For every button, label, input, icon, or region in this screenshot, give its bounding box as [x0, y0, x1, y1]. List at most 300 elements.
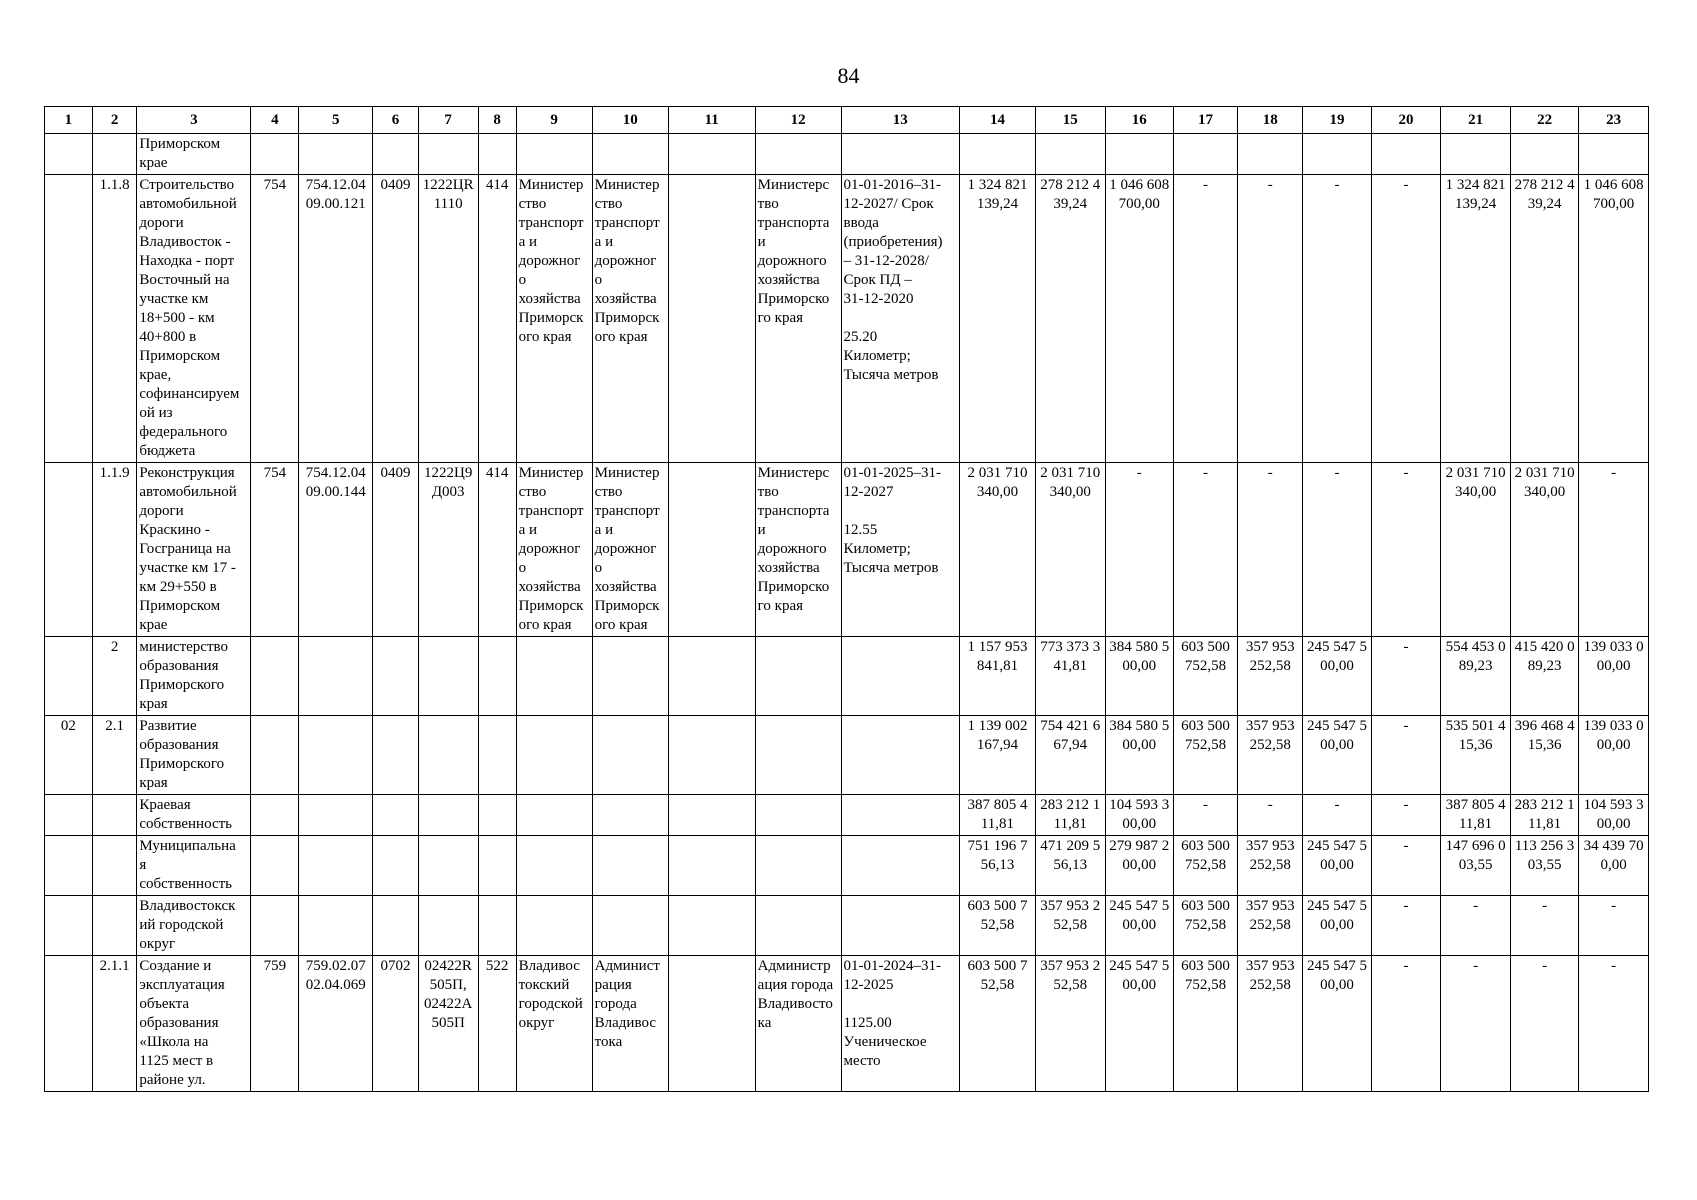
cell-line: ация города — [757, 977, 834, 993]
cell-line: 357 953 — [1245, 718, 1295, 734]
cell-regional-2024 — [1510, 637, 1578, 716]
cell-line: 52,58 — [980, 977, 1015, 993]
cell-line: 278 212 4 — [1514, 177, 1575, 193]
cell-line: 1 139 002 — [967, 718, 1028, 734]
cell-y2027 — [1238, 956, 1303, 1092]
table-row — [45, 463, 1649, 637]
cell-line — [758, 796, 839, 815]
cell-line: Владивостокск — [139, 898, 236, 914]
cell-line: - — [1334, 465, 1340, 481]
cell-name — [137, 463, 251, 637]
cell-line — [844, 309, 957, 328]
cell-customer — [516, 463, 592, 637]
column-number-12: 12 — [755, 107, 841, 134]
column-number-19: 19 — [1303, 107, 1371, 134]
cell-line: 11,81 — [1458, 816, 1493, 832]
cell-target — [418, 896, 478, 956]
cell-num — [92, 134, 137, 175]
cell-executor — [592, 896, 668, 956]
cell-y2029 — [1371, 463, 1441, 637]
cell-line: хозяйства — [594, 291, 657, 307]
cell-line: - — [1203, 797, 1209, 813]
cell-name — [137, 716, 251, 795]
cell-col11 — [668, 175, 755, 463]
cell-line — [47, 176, 90, 195]
cell-line: хозяйства — [518, 291, 581, 307]
cell-line: Приморском — [139, 136, 221, 152]
cell-line — [758, 717, 839, 736]
cell-name — [137, 896, 251, 956]
cell-grbs — [251, 795, 299, 836]
cell-regional-2024 — [1510, 956, 1578, 1092]
cell-line: 252,58 — [1249, 737, 1291, 753]
cell-line: ий городской — [139, 917, 224, 933]
cell-line: 1 324 821 — [1445, 177, 1506, 193]
cell-vr — [478, 836, 516, 896]
cell-line: 11,81 — [980, 816, 1015, 832]
cell-line: 773 373 3 — [1040, 639, 1101, 655]
cell-line: Министерс — [757, 465, 830, 481]
cell-line: 0,00 — [1600, 857, 1627, 873]
cell-line: 67,94 — [1053, 737, 1088, 753]
cell-line: 754 421 6 — [1040, 718, 1101, 734]
cell-line: 357 953 — [1245, 958, 1295, 974]
cell-line: 841,81 — [976, 658, 1019, 674]
cell-customer — [516, 956, 592, 1092]
cell-code — [45, 956, 93, 1092]
cell-y2029 — [1371, 637, 1441, 716]
cell-responsible — [755, 896, 841, 956]
cell-executor — [592, 716, 668, 795]
cell-y2025 — [1105, 836, 1173, 896]
cell-y2025 — [1105, 463, 1173, 637]
cell-customer — [516, 134, 592, 175]
column-number-row — [45, 107, 1649, 134]
cell-line: - — [1334, 177, 1340, 193]
cell-line: Ученическое — [843, 1034, 927, 1050]
cell-y2025 — [1105, 134, 1173, 175]
cell-y2025 — [1105, 716, 1173, 795]
cell-line: - — [1611, 898, 1617, 914]
cell-line: образования — [139, 1015, 219, 1031]
cell-grbs — [251, 716, 299, 795]
cell-executor — [592, 175, 668, 463]
cell-line: города — [594, 996, 637, 1012]
cell-target — [418, 637, 478, 716]
cell-line: а и — [518, 522, 538, 538]
table-row — [45, 836, 1649, 896]
cell-code — [45, 463, 93, 637]
cell-line: транспорт — [518, 215, 584, 231]
cell-name — [137, 134, 251, 175]
cell-line: дорожного — [757, 253, 827, 269]
cell-line: ой из — [139, 405, 173, 421]
cell-line — [671, 957, 753, 976]
cell-line: Создание и — [139, 958, 212, 974]
cell-line — [47, 796, 90, 815]
cell-line: 01-01-2024–31- — [843, 958, 941, 974]
cell-line: 89,23 — [1458, 658, 1493, 674]
cell-line — [47, 837, 90, 856]
cell-section — [373, 896, 419, 956]
cell-y2028 — [1303, 716, 1371, 795]
column-number-7: 7 — [418, 107, 478, 134]
cell-line: участке км — [139, 291, 209, 307]
cell-line: 104 593 3 — [1583, 797, 1644, 813]
cell-line: 104 593 3 — [1109, 797, 1170, 813]
cell-y2027 — [1238, 175, 1303, 463]
cell-regional-2025 — [1579, 637, 1649, 716]
cell-regional-2025 — [1579, 716, 1649, 795]
cell-line: 245 547 5 — [1307, 958, 1368, 974]
cell-line: дороги — [139, 215, 184, 231]
cell-target — [418, 956, 478, 1092]
cell-line: 03,55 — [1527, 857, 1562, 873]
cell-line — [671, 464, 753, 483]
cell-line — [671, 897, 753, 916]
cell-line: 396 468 4 — [1514, 718, 1575, 734]
cell-line: - — [1136, 465, 1142, 481]
cell-code — [45, 896, 93, 956]
cell-line: Министер — [518, 177, 584, 193]
table-row — [45, 637, 1649, 716]
cell-executor — [592, 795, 668, 836]
cell-line: Километр; — [843, 348, 911, 364]
cell-line: - — [1403, 718, 1409, 734]
cell-num — [92, 716, 137, 795]
cell-grbs — [251, 956, 299, 1092]
cell-code — [45, 637, 93, 716]
cell-y2028 — [1303, 637, 1371, 716]
cell-line — [671, 837, 753, 856]
cell-vr — [478, 175, 516, 463]
cell-line: 2 031 710 — [967, 465, 1028, 481]
cell-line: о — [518, 272, 527, 288]
cell-line: 52,58 — [1053, 917, 1088, 933]
cell-target — [418, 716, 478, 795]
cell-line: 39,24 — [1053, 196, 1088, 212]
column-number-3: 3 — [137, 107, 251, 134]
cell-y2026 — [1174, 896, 1238, 956]
cell-line: - — [1403, 898, 1409, 914]
cell-line: 759 — [263, 958, 287, 974]
cell-line: 245 547 5 — [1307, 838, 1368, 854]
cell-num — [92, 836, 137, 896]
cell-y2027 — [1238, 836, 1303, 896]
cell-line: 15,36 — [1458, 737, 1493, 753]
cell-line: км 29+550 в — [139, 579, 217, 595]
cell-line: дорожног — [594, 541, 657, 557]
cell-line: Муниципальна — [139, 838, 236, 854]
column-number-4: 4 — [251, 107, 299, 134]
cell-regional-2025 — [1579, 836, 1649, 896]
cell-line: го края — [757, 310, 804, 326]
cell-regional-2024 — [1510, 134, 1578, 175]
cell-total — [959, 463, 1035, 637]
cell-line: 340,00 — [976, 484, 1019, 500]
cell-line: 505П — [431, 1015, 465, 1031]
cell-line: и — [757, 522, 766, 538]
cell-name — [137, 956, 251, 1092]
cell-line: 1125 мест в — [139, 1053, 214, 1069]
cell-line: 357 953 2 — [1040, 898, 1101, 914]
cell-y2024 — [1036, 134, 1106, 175]
cell-executor — [592, 134, 668, 175]
cell-line: транспорта — [757, 503, 830, 519]
cell-kbk — [299, 896, 373, 956]
table-row — [45, 795, 1649, 836]
cell-vr — [478, 134, 516, 175]
cell-line: 554 453 0 — [1445, 639, 1506, 655]
cell-kbk — [299, 637, 373, 716]
cell-line: 02422А — [424, 996, 473, 1012]
cell-deadline — [841, 956, 959, 1092]
cell-line: Приморско — [757, 291, 830, 307]
cell-line: 603 500 — [1181, 958, 1230, 974]
cell-line: министерство — [139, 639, 228, 655]
cell-line: ка — [757, 1015, 772, 1031]
cell-num — [92, 175, 137, 463]
cell-line: 12.55 — [843, 522, 878, 538]
cell-line: 2 031 710 — [1514, 465, 1575, 481]
cell-total-regional — [1441, 836, 1511, 896]
cell-line: 00,00 — [1320, 917, 1354, 933]
cell-line: Министер — [518, 465, 584, 481]
cell-line: 1222ЦR — [422, 177, 474, 193]
cell-line: 31-12-2020 — [843, 291, 914, 307]
cell-y2025 — [1105, 956, 1173, 1092]
cell-target — [418, 463, 478, 637]
cell-customer — [516, 175, 592, 463]
cell-line — [1581, 135, 1646, 154]
cell-total-regional — [1441, 795, 1511, 836]
cell-line: Приморск — [518, 310, 584, 326]
cell-line — [1240, 135, 1300, 154]
cell-line: (приобретения) — [843, 234, 943, 250]
cell-executor — [592, 836, 668, 896]
cell-line — [47, 638, 90, 657]
cell-line — [758, 638, 839, 657]
cell-deadline — [841, 896, 959, 956]
cell-line: Приморск — [518, 598, 584, 614]
cell-regional-2025 — [1579, 175, 1649, 463]
cell-line: 505П, — [429, 977, 467, 993]
cell-line: 2 031 710 — [1040, 465, 1101, 481]
cell-line: 1 046 608 — [1109, 177, 1170, 193]
cell-line: Госграница на — [139, 541, 231, 557]
cell-vr — [478, 956, 516, 1092]
cell-regional-2024 — [1510, 795, 1578, 836]
cell-line: 252,58 — [1249, 917, 1291, 933]
cell-line: 09.00.121 — [305, 196, 366, 212]
cell-line: 603 500 — [1181, 898, 1230, 914]
cell-line: Приморск — [594, 598, 660, 614]
cell-code — [45, 795, 93, 836]
cell-line: транспорт — [594, 215, 660, 231]
cell-line: 754.12.04 — [305, 465, 366, 481]
cell-y2028 — [1303, 134, 1371, 175]
cell-line: Срок ПД – — [843, 272, 912, 288]
cell-line: 1222Ц9 — [424, 465, 473, 481]
cell-line: 603 500 — [1181, 718, 1230, 734]
cell-total — [959, 896, 1035, 956]
cell-line: Строительство — [139, 177, 235, 193]
cell-y2026 — [1174, 956, 1238, 1092]
cell-line: тво — [757, 484, 779, 500]
cell-y2029 — [1371, 175, 1441, 463]
cell-deadline — [841, 836, 959, 896]
cell-y2024 — [1036, 795, 1106, 836]
cell-line: 387 805 4 — [1445, 797, 1506, 813]
cell-line — [253, 135, 296, 154]
cell-total-regional — [1441, 716, 1511, 795]
cell-line: 752,58 — [1184, 658, 1227, 674]
cell-line — [253, 897, 296, 916]
cell-line: Приморском — [139, 598, 221, 614]
program-table — [44, 106, 1649, 1092]
cell-y2029 — [1371, 716, 1441, 795]
cell-line: Приморского — [139, 756, 225, 772]
cell-responsible — [755, 956, 841, 1092]
cell-line — [1305, 135, 1368, 154]
cell-line: ого края — [518, 617, 572, 633]
cell-line: а и — [594, 522, 614, 538]
cell-line: ство — [518, 196, 547, 212]
cell-code — [45, 175, 93, 463]
cell-line: - — [1203, 465, 1209, 481]
cell-line: Приморск — [594, 310, 660, 326]
cell-y2024 — [1036, 896, 1106, 956]
cell-num — [92, 463, 137, 637]
cell-line: 09.00.144 — [305, 484, 366, 500]
cell-line: Д003 — [431, 484, 465, 500]
cell-line: 751 196 7 — [967, 838, 1028, 854]
cell-y2029 — [1371, 134, 1441, 175]
cell-vr — [478, 463, 516, 637]
cell-line: 113 256 3 — [1514, 838, 1575, 854]
cell-line: 603 500 — [1181, 639, 1230, 655]
cell-line: ство — [594, 196, 623, 212]
cell-line: Восточный на — [139, 272, 230, 288]
cell-line: 245 547 5 — [1307, 898, 1368, 914]
cell-line: 00,00 — [1320, 857, 1354, 873]
cell-line: 252,58 — [1249, 857, 1291, 873]
cell-name — [137, 795, 251, 836]
cell-line — [671, 717, 753, 736]
cell-line — [481, 717, 514, 736]
cell-line: бюджета — [139, 443, 196, 459]
cell-executor — [592, 956, 668, 1092]
cell-y2028 — [1303, 956, 1371, 1092]
cell-line: 603 500 7 — [967, 898, 1028, 914]
cell-line: 1 157 953 — [967, 639, 1028, 655]
cell-line — [844, 837, 957, 856]
cell-line — [519, 135, 590, 154]
cell-line: 00,00 — [1596, 816, 1631, 832]
cell-line: 139 033 0 — [1583, 718, 1644, 734]
cell-section — [373, 956, 419, 1092]
cell-line: - — [1611, 958, 1617, 974]
cell-line — [758, 837, 839, 856]
cell-line — [519, 837, 590, 856]
cell-line: 2 031 710 — [1445, 465, 1506, 481]
cell-num — [92, 795, 137, 836]
cell-line — [301, 837, 370, 856]
cell-line: 00,00 — [1320, 658, 1354, 674]
cell-col11 — [668, 795, 755, 836]
cell-line: 00,00 — [1596, 737, 1631, 753]
cell-line: - — [1473, 898, 1479, 914]
cell-line — [47, 897, 90, 916]
column-number-18: 18 — [1238, 107, 1303, 134]
cell-line: Админист — [594, 958, 660, 974]
cell-line: автомобильной — [139, 484, 237, 500]
cell-customer — [516, 795, 592, 836]
cell-responsible — [755, 637, 841, 716]
cell-line: 1 324 821 — [967, 177, 1028, 193]
cell-line: 34 439 70 — [1583, 838, 1644, 854]
cell-line: софинансируем — [139, 386, 240, 402]
cell-line: участке км 17 - — [139, 560, 236, 576]
cell-y2026 — [1174, 716, 1238, 795]
cell-line — [758, 135, 839, 154]
cell-line — [481, 796, 514, 815]
cell-vr — [478, 637, 516, 716]
cell-grbs — [251, 836, 299, 896]
cell-line: Тысяча метров — [843, 367, 939, 383]
cell-num — [92, 956, 137, 1092]
cell-line — [1513, 135, 1576, 154]
cell-line: о — [594, 560, 603, 576]
cell-line: о — [594, 272, 603, 288]
cell-line — [253, 837, 296, 856]
cell-line — [47, 135, 90, 154]
cell-line: Приморского — [139, 677, 225, 693]
cell-line: 11,81 — [1527, 816, 1562, 832]
cell-y2024 — [1036, 463, 1106, 637]
cell-line: 00,00 — [1122, 816, 1157, 832]
cell-line — [95, 135, 135, 154]
cell-line: - — [1403, 838, 1409, 854]
cell-line — [95, 796, 135, 815]
table-row — [45, 956, 1649, 1092]
cell-line — [375, 638, 416, 657]
cell-deadline — [841, 134, 959, 175]
cell-line: края — [139, 696, 168, 712]
cell-line: 1110 — [433, 196, 463, 212]
cell-line: Министер — [594, 177, 660, 193]
cell-line — [375, 897, 416, 916]
cell-col11 — [668, 134, 755, 175]
cell-line: образования — [139, 658, 219, 674]
cell-line: 00,00 — [1122, 917, 1157, 933]
cell-line: 279 987 2 — [1109, 838, 1170, 854]
cell-line: 414 — [485, 465, 509, 481]
cell-line: - — [1403, 639, 1409, 655]
cell-y2026 — [1174, 175, 1238, 463]
cell-line: 754.12.04 — [305, 177, 366, 193]
cell-code — [45, 716, 93, 795]
cell-line — [481, 135, 514, 154]
cell-line: 2 — [110, 639, 119, 655]
cell-line: 752,58 — [1184, 737, 1227, 753]
cell-line: собственность — [139, 876, 232, 892]
cell-line: Министер — [594, 465, 660, 481]
cell-line: 535 501 4 — [1445, 718, 1506, 734]
cell-line — [519, 638, 590, 657]
cell-line: 00,00 — [1122, 857, 1157, 873]
cell-kbk — [299, 795, 373, 836]
